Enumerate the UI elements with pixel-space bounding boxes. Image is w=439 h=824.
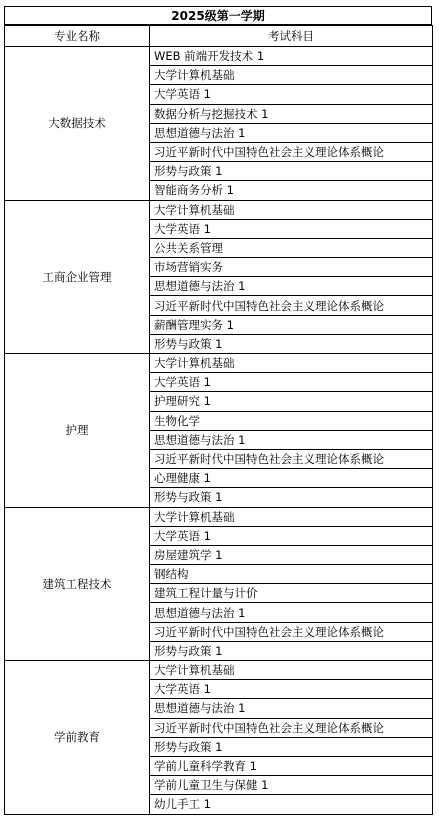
exam-subject-cell: 房屋建筑学 1: [150, 545, 433, 564]
exam-subject-cell: 形势与政策 1: [150, 334, 433, 353]
exam-subjects-table: [4, 25, 433, 815]
exam-subject-cell: 大学英语 1: [150, 373, 433, 392]
exam-subject-cell: 习近平新时代中国特色社会主义理论体系概论: [150, 718, 433, 737]
exam-subject-cell: 大学英语 1: [150, 526, 433, 545]
table-row: [5, 354, 433, 373]
exam-subject-cell: 市场营销实务: [150, 258, 433, 277]
exam-subject-cell: 习近平新时代中国特色社会主义理论体系概论: [150, 622, 433, 641]
exam-subject-cell: 智能商务分析 1: [150, 181, 433, 200]
exam-subject-cell: 钢结构: [150, 565, 433, 584]
exam-subject-cell: 大学英语 1: [150, 680, 433, 699]
header-major-name: 专业名称: [5, 26, 150, 47]
exam-subject-cell: 形势与政策 1: [150, 737, 433, 756]
exam-schedule-sheet: [4, 6, 432, 815]
exam-subject-cell: 大学计算机基础: [150, 661, 433, 680]
exam-subject-cell: 公共关系管理: [150, 238, 433, 257]
exam-subject-cell: 思想道德与法治 1: [150, 603, 433, 622]
exam-subject-cell: 薪酬管理实务 1: [150, 315, 433, 334]
table-row: [5, 507, 433, 526]
exam-subject-cell: 习近平新时代中国特色社会主义理论体系概论: [150, 142, 433, 161]
exam-subject-cell: 思想道德与法治 1: [150, 699, 433, 718]
exam-subject-cell: 思想道德与法治 1: [150, 430, 433, 449]
exam-subject-cell: 学前儿童卫生与保健 1: [150, 776, 433, 795]
exam-subject-cell: 思想道德与法治 1: [150, 123, 433, 142]
exam-subject-cell: 护理研究 1: [150, 392, 433, 411]
major-name-cell: 建筑工程技术: [5, 507, 150, 661]
exam-subject-cell: 思想道德与法治 1: [150, 277, 433, 296]
exam-subject-cell: 大学英语 1: [150, 219, 433, 238]
table-body: [5, 47, 433, 815]
exam-subject-cell: WEB 前端开发技术 1: [150, 47, 433, 66]
exam-subject-cell: 大学计算机基础: [150, 354, 433, 373]
exam-subject-cell: 大学计算机基础: [150, 200, 433, 219]
header-row: [5, 26, 433, 47]
exam-subject-cell: 建筑工程计量与计价: [150, 584, 433, 603]
exam-subject-cell: 大学英语 1: [150, 85, 433, 104]
exam-subject-cell: 形势与政策 1: [150, 488, 433, 507]
exam-subject-cell: 形势与政策 1: [150, 162, 433, 181]
exam-subject-cell: 习近平新时代中国特色社会主义理论体系概论: [150, 449, 433, 468]
exam-subject-cell: 习近平新时代中国特色社会主义理论体系概论: [150, 296, 433, 315]
table-row: [5, 661, 433, 680]
major-name-cell: 学前教育: [5, 661, 150, 815]
exam-subject-cell: 生物化学: [150, 411, 433, 430]
sheet-title: 2025级第一学期: [4, 6, 432, 25]
table-row: [5, 47, 433, 66]
exam-subject-cell: 学前儿童科学教育 1: [150, 756, 433, 775]
major-name-cell: 工商企业管理: [5, 200, 150, 354]
exam-subject-cell: 大学计算机基础: [150, 507, 433, 526]
exam-subject-cell: 形势与政策 1: [150, 641, 433, 660]
major-name-cell: 护理: [5, 354, 150, 508]
exam-subject-cell: 大学计算机基础: [150, 66, 433, 85]
exam-subject-cell: 心理健康 1: [150, 469, 433, 488]
exam-subject-cell: 数据分析与挖掘技术 1: [150, 104, 433, 123]
exam-subject-cell: 幼儿手工 1: [150, 795, 433, 814]
table-row: [5, 200, 433, 219]
major-name-cell: 大数据技术: [5, 47, 150, 201]
header-exam-subjects: 考试科目: [150, 26, 433, 47]
